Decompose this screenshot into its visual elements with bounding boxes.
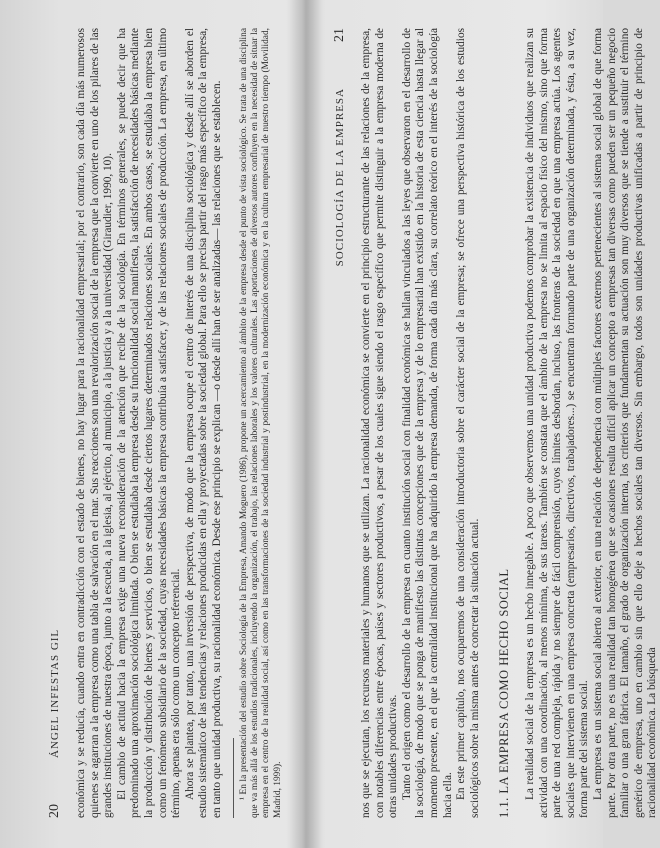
left-running-header	[45, 28, 67, 818]
right-paragraph-5: La empresa es un sistema social abierto al exterior, en una relación de dependencia con múltiples factores externos pertenecientes al sistema social global de que forma parte. Por otra parte, no es una realidad tan homogénea que se ocasiones resulta difícil aplicar un concepto a empresas tan diversas como pueden ser un pequeño negocio familiar o una gran fábrica. El tamaño, el grado de organización interna, los criterios que fundamentan su actuación son muy diversos que se tiende a sustituir el término genérico de empresa, uno en cambio sin que ello deje a hechos sociales tan diversos. Sin embargo, todos son unidades productivas unificadas a partir de principio de racionalidad económica. La búsqueda	[591, 28, 659, 818]
right-paragraph-4: La realidad social de la empresa es un hecho innegable. A poco que observemos una unidad productiva podemos comprobar la existencia de individuos que realizan su actividad con una coordinación, al menos mínima, de sus tareas. También se constata que el ámbito de la empresa no se limita al espacio físico del mismo, sino que forma parte de una red compleja, rápida y no siempre de fácil comprensión, cuyos límites desbordan, incluso, las fronteras de la sociedad en que una empresa actúa. Los agentes sociales que intervienen en una empresa concreta (empresarios, directivos, trabajadores...) se encuentran formando parte de una organización determinada, y ésta, a su vez, forma parte del sistema social.	[523, 28, 591, 818]
left-footnote: ¹ En la presentación del estudio sobre Sociología de la Empresa, Amando Moguero (1986), propone un acercamiento al ámbito de la empresa desde el punto de vista sociológico. Se trata de una disciplina que va más allá de los estudios tradicionales, incluyendo la organización, el trabajo, las relaciones laborales y los valores culturales. Las aportaciones de diversos autores confluyen en la necesidad de situar la empresa en el centro de la realidad social, así como en las transformaciones de la sociedad industrial y postindustrial, en la modernización económica y en la cultura empresarial de nuestro tiempo (Movilidad, Madrid, 1999).	[238, 28, 283, 818]
right-body-text	[360, 28, 660, 818]
right-page	[330, 28, 659, 818]
left-paragraph-2: El cambio de actitud hacia la empresa exige una nueva reconsideración de la atención que recibe de la sociología. En términos generales, se puede decir que ha predominado una aproximación sociológica limitada. O bien se estudiaba la empresa desde su funcionalidad social manifiesta, la satisfacción de necesidades básicas mediante la producción y distribución de bienes y servicios, o bien se estudiaba desde ciertos lugares determinados relaciones sociales. En ambos casos, se estudiaba la empresa bien como un fenómeno subsidiario de la sociedad, cuyas necesidades básicas la empresa contribuía a satisfacer, y de las relaciones sociales de producción. La empresa, en último término, apenas era sólo como un concepto referencial.	[115, 28, 183, 818]
left-running-title: ÁNGEL INFESTAS GIL	[49, 628, 61, 758]
right-paragraph-2: Tanto el origen como el desarrollo de la empresa en cuanto institución social con finalidad económica se hallan vinculados a las leyes que observaron en el desarrollo de la sociología, de modo que se ponga de manifiesto las distintas concepciones que de la empresa y de lo empresarial han existido en la historia de esta ciencia hasta llegar al momento presente, en el que la centralidad institucional que ha adquirido la empresa demanda, de forma cada día más clara, su correlato teórico en el interés de la sociología hacia ella.	[400, 28, 454, 818]
left-page-number: 20	[47, 804, 62, 818]
left-body-text	[75, 28, 284, 818]
right-page-number: 21	[332, 28, 347, 42]
right-running-title: SOCIOLOGÍA DE LA EMPRESA	[334, 88, 346, 267]
footnote-rule	[233, 738, 234, 818]
left-paragraph-1: económica y se reducía, cuando entra en contradicción con el estado de bienes, no hay lugar para la racionalidad empresarial; por el contrario, son cada día más numerosos quienes se agarran a la empresa como una tabla de salvación en el mar. Sus reacciones son una revalorización social de la empresa que la convierte en uno de los pilares de las grandes instituciones de nuestra época, junto a la escuela, a la iglesia, al ejército, al municipio, a la justicia y a la universidad (Giraudier, 1990, 10).	[75, 28, 115, 818]
section-heading: 1.1. LA EMPRESA COMO HECHO SOCIAL	[497, 568, 512, 818]
left-page	[45, 28, 295, 818]
left-paragraph-3: Ahora se plantea, por tanto, una inversión de perspectiva, de modo que la empresa ocupe el centro de interés de una disciplina sociológica y desde allí se aborden el estudio sistemático de las tendencias y relaciones producidas en ella y proyectadas sobre la sociedad global. Para ello se precisa partir del rasgo más específico de la empresa, en tanto que unidad productiva, su racionalidad económica. Desde ese principio se explican —o desde allí han de ser analizadas— las relaciones que se establecen.	[183, 28, 223, 818]
right-running-header	[330, 28, 352, 818]
right-paragraph-1: nos que se ejecutan, los recursos materiales y humanos que se utilizan. La racionalidad económica se convierte en el principio estructurante de las relaciones de la empresa, con notables diferencias entre épocas, países y sectores productivos, a pesar de los cuales sigue siendo el rasgo específico que permite distinguir a la empresa moderna de otras unidades productivas.	[360, 28, 400, 818]
right-paragraph-3: En este primer capítulo, nos ocuparemos de una consideración introductoria sobre el carácter social de la empresa; se ofrece una perspectiva histórica de los estudios sociológicos sobre la misma antes de concretar la situación actual.	[455, 28, 481, 818]
